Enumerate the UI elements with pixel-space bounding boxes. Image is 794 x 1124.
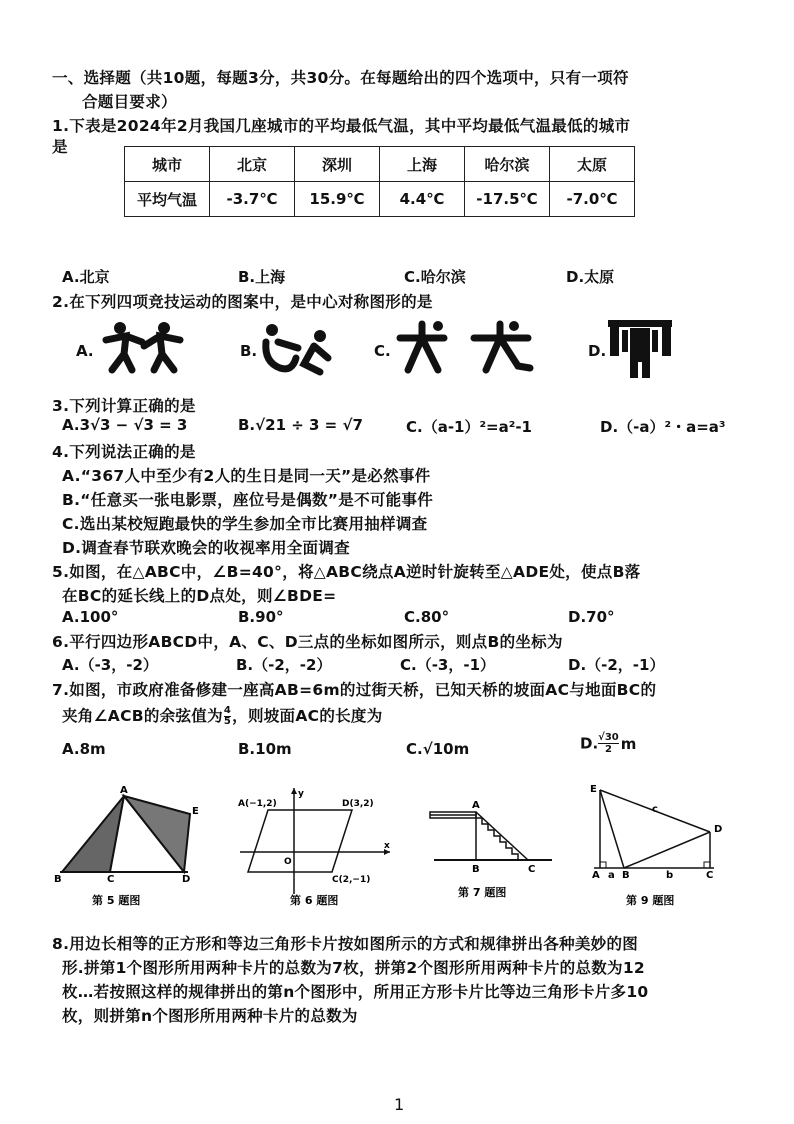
q6-option-c: C.（-3，-1） xyxy=(400,656,496,674)
fig6-label-d: D(3,2) xyxy=(342,799,374,809)
q4-stem: 4.下列说法正确的是 xyxy=(52,443,196,461)
q1-option-a: A.北京 xyxy=(62,268,110,286)
q7-fraction xyxy=(224,706,231,727)
fencing-pictogram-icon xyxy=(98,318,188,376)
q1-stem-line1: 1.下表是2024年2月我国几座城市的平均最低气温，其中平均最低气温最低的城市 xyxy=(52,117,631,135)
fig6-label-c: C(2,−1) xyxy=(332,875,371,885)
q7-d-unit: m xyxy=(620,734,637,753)
q7-frac-num: 4 xyxy=(223,705,232,716)
table-cell: 哈尔滨 xyxy=(465,147,550,182)
q6-option-d: D.（-2，-1） xyxy=(568,656,665,674)
q2-label-a: A. xyxy=(76,342,94,360)
fig9-label-a-side: a xyxy=(608,870,615,881)
fig5-label-c: C xyxy=(107,874,115,885)
q7-option-c: C.√10m xyxy=(406,740,470,758)
fig6-label-y: y xyxy=(298,789,304,799)
fig6-label-x: x xyxy=(384,841,390,851)
q7-d-den: 2 xyxy=(604,744,612,755)
page-number: 1 xyxy=(394,1095,405,1114)
weightlifting-pictogram-icon xyxy=(394,318,534,378)
fig7-caption: 第 7 题图 xyxy=(458,886,507,899)
table-cell: 深圳 xyxy=(295,147,380,182)
q8-stem-line1: 8.用边长相等的正方形和等边三角形卡片按如图所示的方式和规律拼出各种美妙的图 xyxy=(52,935,639,953)
q1-stem-line2: 是 xyxy=(52,138,68,156)
figure-5-diagram xyxy=(52,784,220,912)
fig7-label-a: A xyxy=(472,800,480,811)
fig5-label-a: A xyxy=(120,785,128,796)
q4-option-d: D.调查春节联欢晚会的收视率用全面调查 xyxy=(62,539,350,557)
fig9-label-b: B xyxy=(622,870,630,881)
table-cell: 15.9℃ xyxy=(295,182,380,217)
q7-option-d xyxy=(580,732,636,755)
q4-option-b: B.“任意买一张电影票，座位号是偶数”是不可能事件 xyxy=(62,491,434,509)
q2-label-b: B. xyxy=(240,342,258,360)
q1-option-b: B.上海 xyxy=(238,268,286,286)
table-cell: 太原 xyxy=(550,147,635,182)
fig9-label-d: D xyxy=(714,824,723,835)
wrestling-pictogram-icon xyxy=(258,318,338,378)
fig5-caption: 第 5 题图 xyxy=(92,894,141,907)
figure-7-diagram xyxy=(424,784,564,912)
q6-option-b: B.（-2，-2） xyxy=(236,656,332,674)
q3-option-c: C.（a-1）²=a²-1 xyxy=(406,418,532,436)
q7-option-d-label: D. xyxy=(580,734,599,753)
section-heading-line2: 合题目要求） xyxy=(82,93,177,111)
q7-stem-line1: 7.如图，市政府准备修建一座高AB=6m的过街天桥，已知天桥的坡面AC与地面BC的 xyxy=(52,681,657,699)
q4-option-c: C.选出某校短跑最快的学生参加全市比赛用抽样调查 xyxy=(62,515,428,533)
q3-option-a: A.3√3 − √3 = 3 xyxy=(62,416,188,434)
q5-option-a: A.100° xyxy=(62,608,119,626)
q7-stem-line2b: ，则坡面AC的长度为 xyxy=(232,707,383,725)
temperature-table xyxy=(124,146,635,217)
table-cell: 平均气温 xyxy=(125,182,210,217)
fig9-label-e: E xyxy=(590,784,597,795)
fig9-label-b-side: b xyxy=(666,870,674,881)
q7-option-d-fraction xyxy=(598,732,619,755)
table-cell: -3.7℃ xyxy=(210,182,295,217)
q3-option-b: B.√21 ÷ 3 = √7 xyxy=(238,416,363,434)
fig6-caption: 第 6 题图 xyxy=(290,894,339,907)
table-cell: 4.4℃ xyxy=(380,182,465,217)
gymnastics-pictogram-icon xyxy=(606,316,676,380)
q2-stem: 2.在下列四项竞技运动的图案中，是中心对称图形的是 xyxy=(52,293,433,311)
q1-option-c: C.哈尔滨 xyxy=(404,268,466,286)
q3-option-d: D.（-a）²・a=a³ xyxy=(600,418,726,436)
fig5-label-d: D xyxy=(182,874,191,885)
q8-stem-line2: 形.拼第1个图形所用两种卡片的总数为7枚，拼第2个图形所用两种卡片的总数为12 xyxy=(62,959,646,977)
fig7-label-b: B xyxy=(472,864,480,875)
q7-stem-line2 xyxy=(62,704,383,727)
fig5-label-b: B xyxy=(54,874,62,885)
fig7-label-c: C xyxy=(528,864,536,875)
figure-9-diagram xyxy=(586,780,736,912)
table-cell: -7.0℃ xyxy=(550,182,635,217)
q2-label-d: D. xyxy=(588,342,607,360)
q5-stem-line2: 在BC的延长线上的D点处，则∠BDE= xyxy=(62,587,337,605)
q3-stem: 3.下列计算正确的是 xyxy=(52,397,196,415)
q5-option-c: C.80° xyxy=(404,608,450,626)
section-heading-line1: 一、选择题（共10题，每题3分，共30分。在每题给出的四个选项中，只有一项符 xyxy=(52,69,629,87)
fig9-caption: 第 9 题图 xyxy=(626,894,675,907)
fig9-label-c-side: c xyxy=(652,804,658,815)
q6-stem: 6.平行四边形ABCD中，A、C、D三点的坐标如图所示，则点B的坐标为 xyxy=(52,633,563,651)
table-cell: 上海 xyxy=(380,147,465,182)
figure-6-diagram xyxy=(232,784,400,912)
table-row xyxy=(125,182,635,217)
q5-option-b: B.90° xyxy=(238,608,284,626)
q7-option-b: B.10m xyxy=(238,740,292,758)
q4-option-a: A.“367人中至少有2人的生日是同一天”是必然事件 xyxy=(62,467,431,485)
q5-option-d: D.70° xyxy=(568,608,615,626)
q1-option-d: D.太原 xyxy=(566,268,615,286)
table-header-row xyxy=(125,147,635,182)
q8-stem-line3: 枚…若按照这样的规律拼出的第n个图形中，所用正方形卡片比等边三角形卡片多10 xyxy=(62,983,649,1001)
table-cell: -17.5℃ xyxy=(465,182,550,217)
q7-frac-den: 5 xyxy=(223,716,232,727)
fig6-label-a: A(−1,2) xyxy=(238,799,277,809)
table-cell: 北京 xyxy=(210,147,295,182)
q2-label-c: C. xyxy=(374,342,391,360)
fig9-label-a: A xyxy=(592,870,600,881)
fig9-label-c: C xyxy=(706,870,714,881)
q7-stem-line2a: 夹角∠ACB的余弦值为 xyxy=(62,707,223,725)
q7-d-num: √30 xyxy=(598,732,619,743)
fig6-label-o: O xyxy=(284,857,292,867)
table-cell: 城市 xyxy=(125,147,210,182)
fig5-label-e: E xyxy=(192,806,199,817)
q6-option-a: A.（-3，-2） xyxy=(62,656,158,674)
q8-stem-line4: 枚，则拼第n个图形所用两种卡片的总数为 xyxy=(62,1007,358,1025)
q5-stem-line1: 5.如图，在△ABC中，∠B=40°，将△ABC绕点A逆时针旋转至△ADE处，使点B落 xyxy=(52,563,641,581)
q7-option-a: A.8m xyxy=(62,740,106,758)
